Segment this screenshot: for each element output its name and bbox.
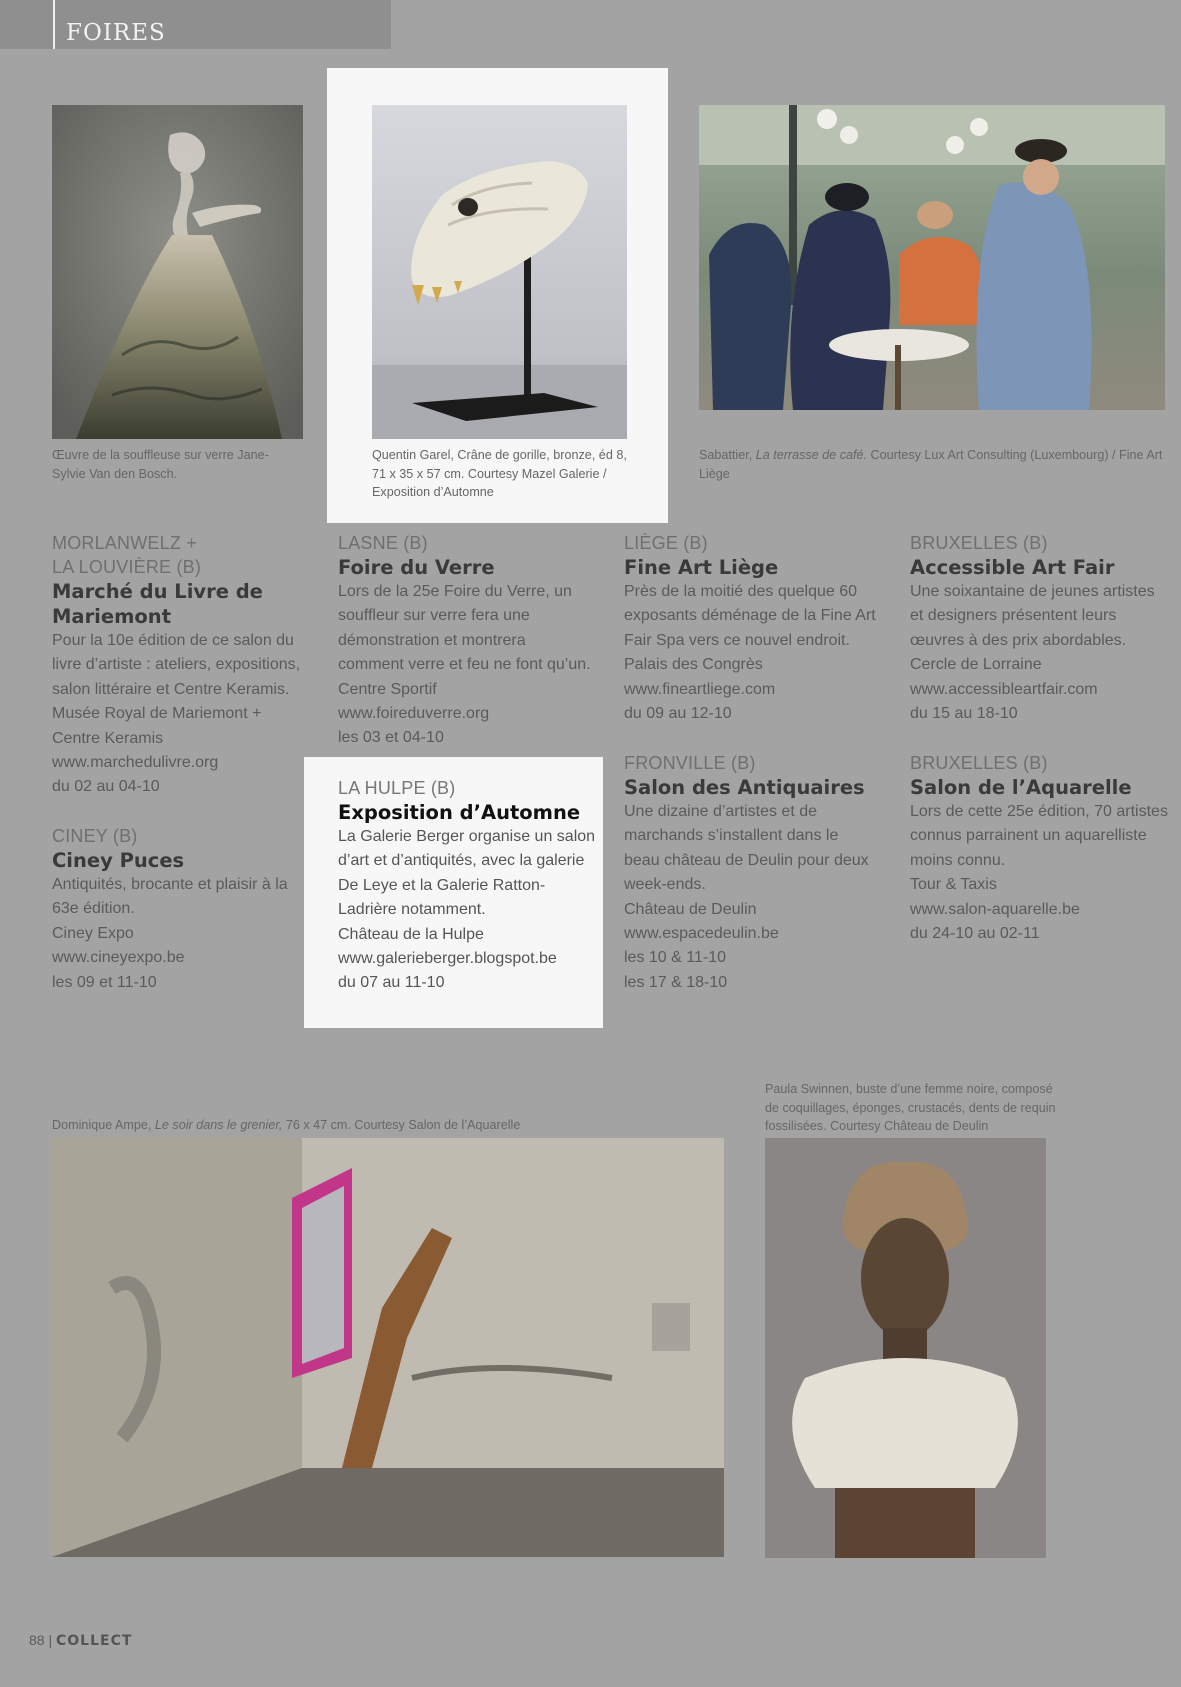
listing-url[interactable]: www.accessibleartfair.com — [910, 680, 1098, 698]
skull-photo-caption: Quentin Garel, Crâne de gorille, bronze, éd 8, 71 x 35 x 57 cm. Courtesy Mazel Galerie / Exposition d’Automne — [372, 448, 627, 499]
listing-url[interactable]: www.espacedeulin.be — [624, 925, 779, 943]
listing-venue: Château de la Hulpe — [338, 925, 484, 943]
listing-city: LA HULPE (B) — [338, 778, 456, 798]
listing-description: Près de la moitié des quelque 60 exposants déménage de la Fine Art Fair Spa vers ce nouvel endroit. — [624, 583, 876, 649]
listing-city: LA LOUVIÈRE (B) — [52, 557, 202, 577]
listing-exposition-automne — [338, 776, 600, 996]
caption-credit: Courtesy Lux Art Consulting (Luxembourg) / Fine Art Liège — [699, 448, 1163, 481]
listing-url[interactable]: www.foireduverre.org — [338, 705, 490, 723]
listing-dates: les 09 et 11-10 — [52, 973, 157, 991]
section-header — [0, 0, 391, 49]
listing-city: LASNE (B) — [338, 533, 428, 553]
listing-name: Mariemont — [52, 605, 172, 628]
listing-name: Salon de l’Aquarelle — [910, 776, 1132, 799]
listing-dates: les 03 et 04-10 — [338, 729, 444, 747]
caption-title: La terrasse de café. — [755, 448, 868, 462]
listing-url[interactable]: www.fineartliege.com — [624, 680, 776, 698]
glass-photo-caption: Œuvre de la souffleuse sur verre Jane-Sylvie Van den Bosch. — [52, 448, 269, 481]
listing-venue: Château de Deulin — [624, 900, 757, 918]
listing-city: MORLANWELZ + — [52, 533, 197, 553]
attic-painting-caption — [52, 1116, 722, 1135]
listing-accessible-art-fair — [910, 531, 1172, 726]
listing-city: CINEY (B) — [52, 826, 138, 846]
listing-mariemont — [52, 531, 302, 800]
listing-dates: les 17 & 18-10 — [624, 973, 728, 991]
listing-url[interactable]: www.galerieberger.blogspot.be — [338, 950, 557, 968]
listing-name: Ciney Puces — [52, 849, 185, 872]
listing-foire-du-verre — [338, 531, 594, 751]
section-title: FOIRES — [66, 20, 166, 46]
listing-description: Une soixantaine de jeunes artistes et designers présentent leurs œuvres à des prix abordables. — [910, 583, 1155, 649]
listing-dates: du 07 au 11-10 — [338, 974, 445, 992]
listing-dates: du 09 au 12-10 — [624, 705, 732, 723]
page-number: 88 | — [29, 1632, 53, 1648]
listing-dates: du 15 au 18-10 — [910, 705, 1018, 723]
caption-artist: Sabattier, — [699, 448, 753, 462]
listing-url[interactable]: www.salon-aquarelle.be — [910, 900, 1080, 918]
listing-venue: Centre Keramis — [52, 729, 164, 747]
listing-name: Marché du Livre de — [52, 580, 263, 603]
caption-title: Le soir dans le grenier, — [154, 1118, 283, 1132]
page-footer — [29, 1632, 132, 1649]
listing-venue: Cercle de Lorraine — [910, 656, 1042, 674]
listing-dates: du 24-10 au 02-11 — [910, 925, 1040, 943]
listing-url[interactable]: www.cineyexpo.be — [52, 949, 185, 967]
listing-description: Une dizaine d’artistes et de marchands s’installent dans le beau château de Deulin pour deux week-ends. — [624, 803, 869, 894]
listing-venue: Musée Royal de Mariemont + — [52, 705, 262, 723]
magazine-name: COLLECT — [56, 1633, 133, 1649]
listing-city: LIÈGE (B) — [624, 533, 708, 553]
attic-painting — [52, 1138, 724, 1557]
section-rule — [53, 0, 55, 49]
cafe-terrace-painting — [699, 105, 1165, 410]
listing-url[interactable]: www.marchedulivre.org — [52, 754, 219, 772]
listing-venue: Ciney Expo — [52, 924, 134, 942]
listing-name: Fine Art Liège — [624, 556, 779, 579]
listing-fine-art-liege — [624, 531, 886, 726]
listing-description: Lors de la 25e Foire du Verre, un souffleur sur verre fera une démonstration et montrera comment verre et feu ne font qu’un. — [338, 583, 591, 674]
listing-description: La Galerie Berger organise un salon d’art et d’antiquités, avec la galerie De Leye et la Galerie Ratton-Ladrière notamment. — [338, 828, 596, 919]
listing-description: Lors de cette 25e édition, 70 artistes connus parrainent un aquarelliste moins connu. — [910, 803, 1168, 869]
listing-ciney-puces — [52, 824, 302, 995]
listing-name: Accessible Art Fair — [910, 556, 1115, 579]
listing-city: BRUXELLES (B) — [910, 533, 1048, 553]
gorilla-skull-photo — [372, 105, 627, 439]
listing-name: Foire du Verre — [338, 556, 495, 579]
listing-salon-antiquaires — [624, 751, 878, 995]
listing-venue: Tour & Taxis — [910, 876, 997, 894]
listing-description: Antiquités, brocante et plaisir à la 63e édition. — [52, 876, 288, 918]
cafe-photo-caption — [699, 446, 1165, 483]
listing-city: BRUXELLES (B) — [910, 753, 1048, 773]
listing-city: FRONVILLE (B) — [624, 753, 756, 773]
glass-sculpture-photo — [52, 105, 303, 439]
caption-credit: 76 x 47 cm. Courtesy Salon de l’Aquarelle — [285, 1118, 521, 1132]
listing-venue: Palais des Congrès — [624, 656, 763, 674]
caption-artist: Dominique Ampe, — [52, 1118, 152, 1132]
listing-dates: du 02 au 04-10 — [52, 778, 160, 796]
listing-description: Pour la 10e édition de ce salon du livre d’artiste : ateliers, expositions, salon littéraire et Centre Keramis. — [52, 632, 301, 698]
listing-venue: Centre Sportif — [338, 680, 437, 698]
listing-dates: les 10 & 11-10 — [624, 949, 726, 967]
listing-salon-aquarelle — [910, 751, 1172, 946]
listing-name: Salon des Antiquaires — [624, 776, 865, 799]
listing-name: Exposition d’Automne — [338, 801, 581, 824]
shell-bust-photo — [765, 1138, 1046, 1558]
bust-photo-caption: Paula Swinnen, buste d’une femme noire, composé de coquillages, éponges, crustacés, dents de requin fossilisées. Courtesy Château de Deulin — [765, 1082, 1056, 1133]
